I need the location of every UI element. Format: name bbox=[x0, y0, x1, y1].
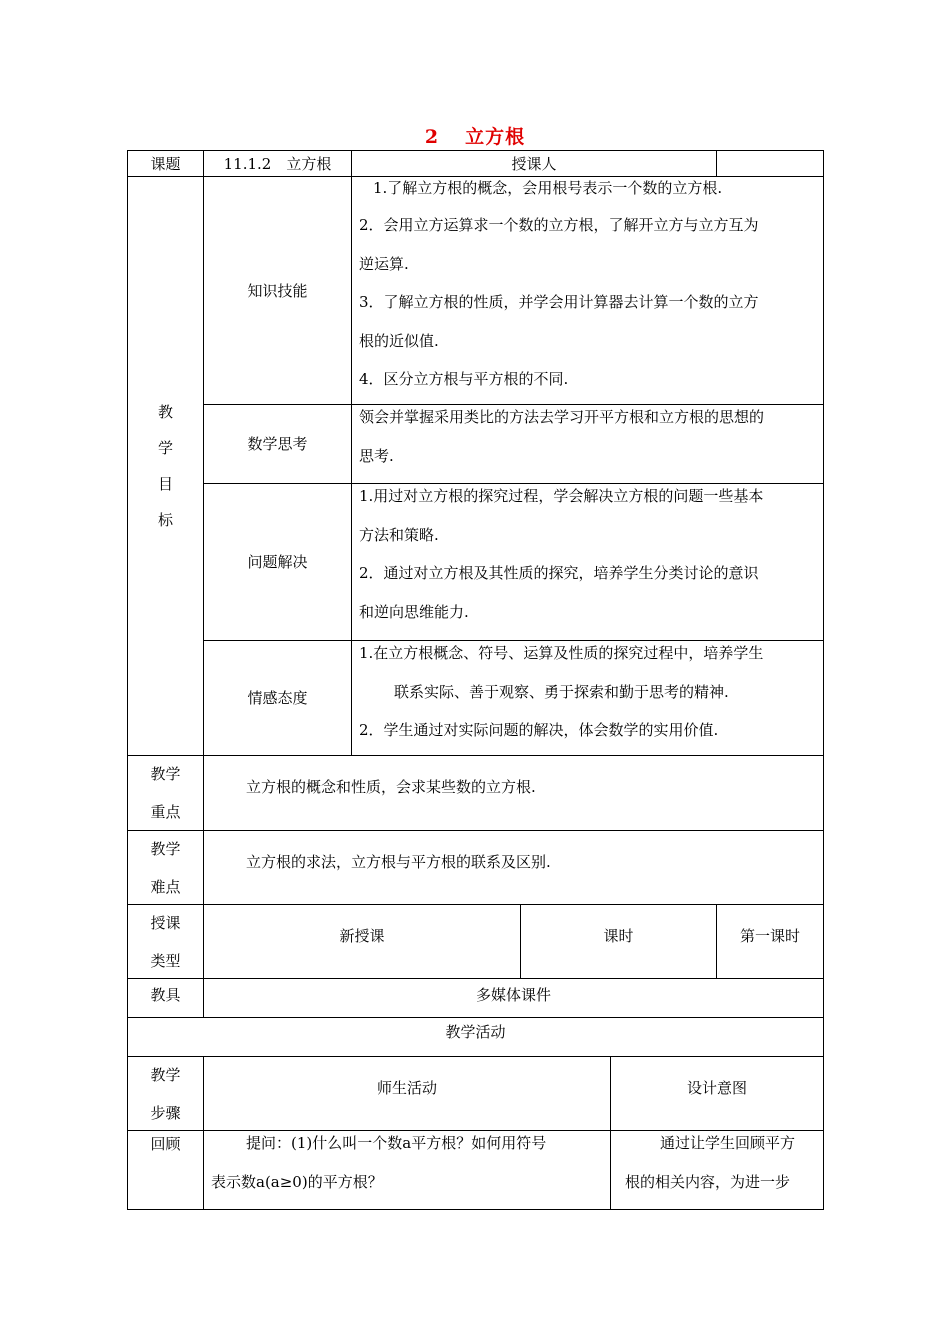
review-activity-line: 提问：(1)什么叫一个数a平方根？如何用符号 bbox=[246, 1134, 547, 1152]
tools-value-cell bbox=[203, 978, 824, 1018]
problem-solving-line: 1.用过对立方根的探究过程，学会解决立方根的问题一些基本 bbox=[359, 487, 764, 505]
tools-label-cell bbox=[127, 978, 204, 1018]
lesson-type-value-cell bbox=[203, 904, 521, 979]
attitude-line: 联系实际、善于观察、勇于探索和勤于思考的精神. bbox=[394, 683, 729, 701]
topic-label: 课题 bbox=[150, 154, 181, 173]
math-thinking-label-cell bbox=[203, 404, 352, 484]
review-intent-line: 根的相关内容，为进一步 bbox=[625, 1173, 791, 1191]
lesson-type-label-line: 类型 bbox=[150, 951, 181, 970]
activities-header-cell bbox=[127, 1017, 824, 1057]
key-points-label-line: 教学 bbox=[150, 765, 181, 783]
knowledge-line: 1.了解立方根的概念，会用根号表示一个数的立方根. bbox=[373, 179, 723, 197]
objectives-label-char: 学 bbox=[157, 439, 173, 457]
knowledge-line: 2．会用立方运算求一个数的立方根，了解开立方与立方互为 bbox=[359, 216, 759, 234]
problem-solving-line: 2．通过对立方根及其性质的探究，培养学生分类讨论的意识 bbox=[359, 564, 759, 582]
math-thinking-line: 领会并掌握采用类比的方法去学习开平方根和立方根的思想的 bbox=[359, 408, 765, 426]
difficulties-text: 立方根的求法，立方根与平方根的联系及区别. bbox=[246, 853, 551, 871]
page-title bbox=[0, 122, 950, 149]
review-activity-line: 表示数a(a≥0)的平方根？ bbox=[211, 1173, 383, 1191]
teacher-label-cell bbox=[351, 150, 717, 177]
knowledge-line: 3．了解立方根的性质，并学会用计算器去计算一个数的立方 bbox=[359, 293, 759, 311]
knowledge-label-cell bbox=[203, 176, 352, 405]
difficulties-label-line: 教学 bbox=[150, 839, 181, 858]
tools-value: 多媒体课件 bbox=[475, 986, 551, 1004]
steps-activity-header: 师生活动 bbox=[376, 1078, 437, 1097]
lesson-hours-value-cell bbox=[716, 904, 824, 979]
problem-solving-label-cell bbox=[203, 483, 352, 641]
difficulties-label-cell bbox=[127, 830, 204, 905]
math-thinking-line: 思考. bbox=[359, 447, 394, 465]
attitude-label: 情感态度 bbox=[247, 689, 308, 707]
topic-value-cell bbox=[203, 150, 352, 177]
lesson-hours-label: 课时 bbox=[603, 926, 634, 945]
attitude-line: 1.在立方根概念、符号、运算及性质的探究过程中，培养学生 bbox=[359, 644, 764, 662]
teacher-label: 授课人 bbox=[511, 154, 557, 173]
knowledge-line: 根的近似值. bbox=[359, 332, 439, 350]
topic-value: 11.1.2 立方根 bbox=[223, 154, 332, 173]
knowledge-line: 4．区分立方根与平方根的不同. bbox=[359, 370, 569, 388]
key-points-label-cell bbox=[127, 755, 204, 831]
lesson-type-value: 新授课 bbox=[339, 926, 385, 945]
key-points-label-line: 重点 bbox=[150, 803, 181, 821]
problem-solving-line: 和逆向思维能力. bbox=[359, 603, 469, 621]
steps-label-line: 步骤 bbox=[150, 1103, 181, 1122]
lesson-type-label-line: 授课 bbox=[150, 913, 181, 932]
steps-activity-header-cell bbox=[203, 1056, 611, 1131]
tools-label: 教具 bbox=[150, 986, 181, 1004]
steps-intent-header: 设计意图 bbox=[686, 1078, 747, 1097]
review-intent-line: 通过让学生回顾平方 bbox=[660, 1134, 796, 1152]
teacher-value-cell bbox=[716, 150, 824, 177]
steps-intent-header-cell bbox=[610, 1056, 824, 1131]
title-number: 2 bbox=[424, 126, 440, 148]
lesson-type-label-cell bbox=[127, 904, 204, 979]
attitude-label-cell bbox=[203, 640, 352, 756]
review-label-cell bbox=[127, 1130, 204, 1210]
objectives-label-char: 教 bbox=[157, 403, 173, 421]
review-label: 回顾 bbox=[150, 1135, 181, 1153]
topic-label-cell bbox=[127, 150, 204, 177]
attitude-line: 2．学生通过对实际问题的解决，体会数学的实用价值. bbox=[359, 721, 719, 739]
objectives-label-cell bbox=[127, 176, 204, 756]
knowledge-label: 知识技能 bbox=[247, 281, 308, 300]
problem-solving-line: 方法和策略. bbox=[359, 526, 439, 544]
title-text: 立方根 bbox=[465, 126, 526, 148]
key-points-text: 立方根的概念和性质，会求某些数的立方根. bbox=[246, 778, 536, 796]
steps-label-line: 教学 bbox=[150, 1065, 181, 1084]
objectives-label-char: 标 bbox=[157, 511, 173, 529]
math-thinking-label: 数学思考 bbox=[247, 435, 308, 453]
lesson-hours-label-cell bbox=[520, 904, 717, 979]
steps-label-cell bbox=[127, 1056, 204, 1131]
problem-solving-label: 问题解决 bbox=[247, 553, 308, 571]
difficulties-label-line: 难点 bbox=[150, 877, 181, 896]
knowledge-line: 逆运算. bbox=[359, 255, 409, 273]
objectives-label-char: 目 bbox=[157, 475, 173, 493]
activities-header: 教学活动 bbox=[445, 1023, 506, 1041]
lesson-hours-value: 第一课时 bbox=[739, 926, 800, 945]
